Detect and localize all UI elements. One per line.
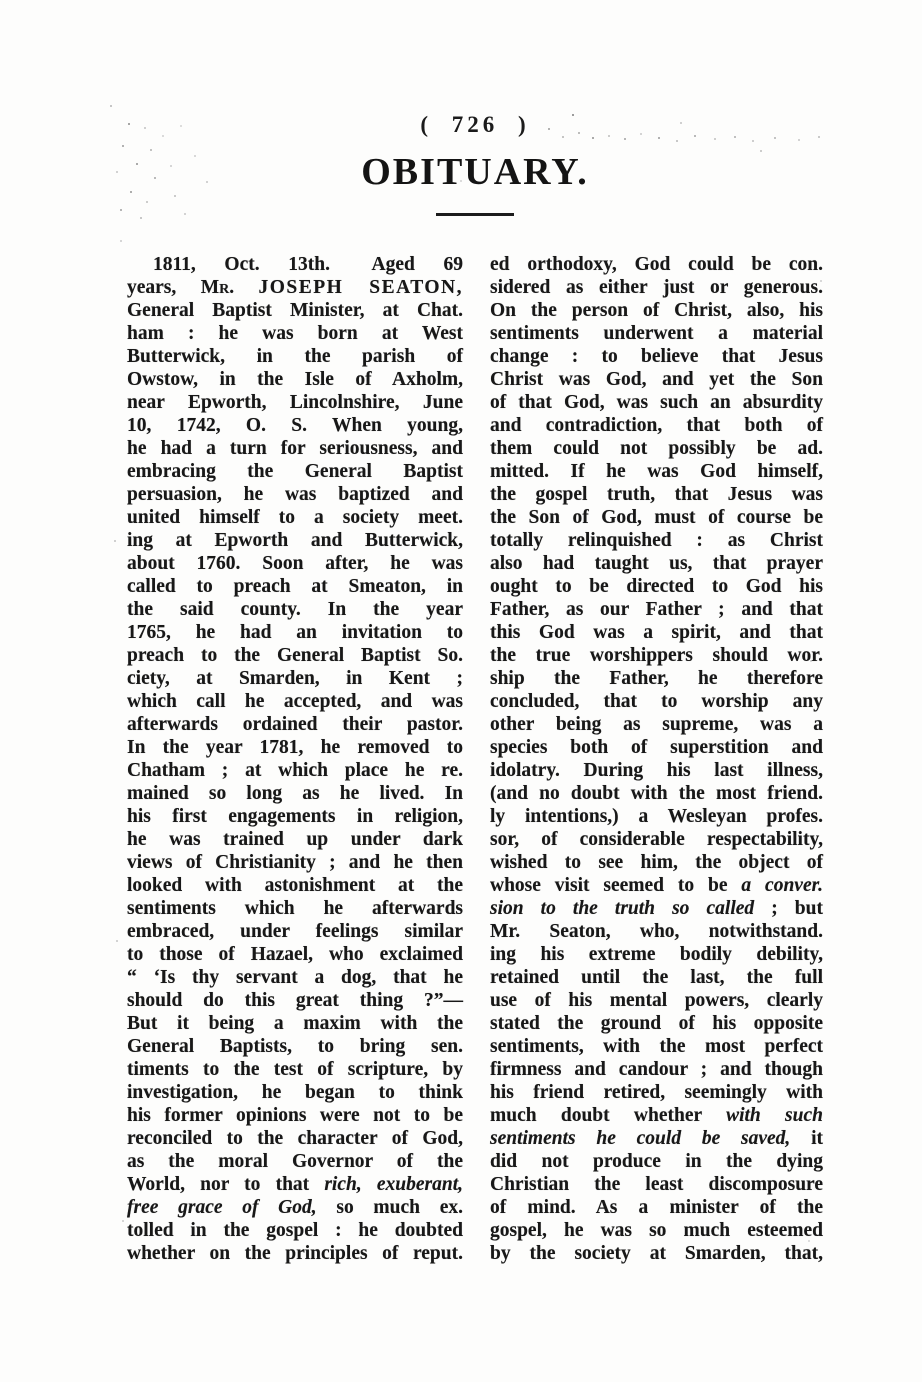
- text-segment: On the person of Christ, also, his: [490, 300, 823, 321]
- column-left: [127, 253, 463, 1265]
- article-body: [127, 253, 823, 1265]
- text-line: [490, 1127, 823, 1150]
- text-segment: idolatry. During his last illness,: [490, 760, 823, 781]
- text-segment: ship the Father, he therefore: [490, 668, 823, 689]
- text-segment: his friend retired, seemingly with: [490, 1082, 823, 1103]
- text-line: [490, 736, 823, 759]
- text-line: [127, 943, 463, 966]
- text-segment: Mr.: [200, 277, 235, 298]
- text-line: [490, 1242, 823, 1265]
- text-line: [127, 1196, 463, 1219]
- text-segment: investigation, he began to think: [127, 1082, 463, 1103]
- text-segment: General Baptist Minister, at Chat.: [127, 300, 463, 321]
- text-line: [127, 851, 463, 874]
- text-line: [127, 598, 463, 621]
- text-line: [490, 828, 823, 851]
- text-line: [127, 253, 463, 276]
- text-line: [490, 966, 823, 989]
- text-line: [490, 414, 823, 437]
- text-segment: 1765, he had an invitation to: [127, 622, 463, 643]
- text-segment: mained so long as he lived. In: [127, 783, 463, 804]
- text-segment: Christ was God, and yet the Son: [490, 369, 823, 390]
- text-line: [127, 1173, 463, 1196]
- text-line: [490, 345, 823, 368]
- text-segment: united himself to a society meet.: [127, 507, 463, 528]
- text-line: [127, 690, 463, 713]
- text-segment: by the society at Smarden, that,: [490, 1243, 823, 1264]
- text-line: [490, 552, 823, 575]
- italic-text: rich, exuberant,: [324, 1174, 463, 1195]
- text-line: [490, 1150, 823, 1173]
- text-segment: should do this great thing ?”—: [127, 990, 463, 1011]
- text-segment: embracing the General Baptist: [127, 461, 463, 482]
- text-segment: whether on the principles of reput.: [127, 1243, 463, 1264]
- text-segment: which call he accepted, and was: [127, 691, 463, 712]
- scan-noise-scatter: [120, 240, 122, 242]
- text-segment: sentiments, with the most perfect: [490, 1036, 823, 1057]
- text-segment: his first engagements in religion,: [127, 806, 463, 827]
- text-segment: views of Christianity ; and he then: [127, 852, 463, 873]
- text-segment: the gospel truth, that Jesus was: [490, 484, 823, 505]
- text-segment: ; but: [754, 898, 823, 919]
- text-line: [490, 368, 823, 391]
- text-line: [127, 966, 463, 989]
- page-title: OBITUARY.: [361, 151, 589, 193]
- text-line: [490, 805, 823, 828]
- text-line: [490, 322, 823, 345]
- text-line: [127, 1242, 463, 1265]
- text-segment: to those of Hazael, who exclaimed: [127, 944, 463, 965]
- text-line: [127, 713, 463, 736]
- text-line: [490, 483, 823, 506]
- italic-text: with such: [726, 1105, 823, 1126]
- text-segment: firmness and candour ; and though: [490, 1059, 823, 1080]
- text-segment: General Baptists, to bring sen.: [127, 1036, 463, 1057]
- text-line: [490, 759, 823, 782]
- text-line: [490, 989, 823, 1012]
- text-segment: Christian the least discomposure: [490, 1174, 823, 1195]
- text-segment: sentiments which he afterwards: [127, 898, 463, 919]
- italic-text: sion to the truth so called: [490, 898, 755, 919]
- text-line: [127, 1012, 463, 1035]
- text-line: [127, 368, 463, 391]
- text-segment: he had a turn for seriousness, and: [127, 438, 463, 459]
- text-line: [490, 391, 823, 414]
- text-line: [490, 1219, 823, 1242]
- text-segment: concluded, that to worship any: [490, 691, 823, 712]
- text-segment: he was trained up under dark: [127, 829, 463, 850]
- text-line: [490, 644, 823, 667]
- text-line: [490, 506, 823, 529]
- text-segment: looked with astonishment at the: [127, 875, 463, 896]
- text-segment: species both of superstition and: [490, 737, 823, 758]
- text-line: [127, 1150, 463, 1173]
- text-segment: use of his mental powers, clearly: [490, 990, 823, 1011]
- text-segment: mitted. If he was God himself,: [490, 461, 823, 482]
- text-segment: ought to be directed to God his: [490, 576, 823, 597]
- text-line: [127, 667, 463, 690]
- text-segment: gospel, he was so much esteemed: [490, 1220, 823, 1241]
- text-segment: so much ex.: [316, 1197, 463, 1218]
- text-segment: sentiments underwent a material: [490, 323, 823, 344]
- text-segment: totally relinquished : as Christ: [490, 530, 823, 551]
- text-line: [127, 414, 463, 437]
- text-segment: much doubt whether: [490, 1105, 727, 1126]
- text-segment: ham : he was born at West: [127, 323, 463, 344]
- text-segment: But it being a maxim with the: [127, 1013, 463, 1034]
- text-segment: “ ‘Is thy servant a dog, that he: [127, 967, 463, 988]
- text-line: [490, 299, 823, 322]
- text-line: [127, 483, 463, 506]
- text-line: [490, 851, 823, 874]
- column-right: [490, 253, 823, 1265]
- text-line: [490, 782, 823, 805]
- text-segment: Aged 69: [343, 254, 463, 275]
- text-line: [127, 1035, 463, 1058]
- text-segment: the true worshippers should wor.: [490, 645, 823, 666]
- italic-text: a conver.: [741, 875, 823, 896]
- text-line: [490, 667, 823, 690]
- text-line: [490, 253, 823, 276]
- text-line: [127, 920, 463, 943]
- text-segment: timents to the test of scripture, by: [127, 1059, 463, 1080]
- text-line: [490, 621, 823, 644]
- italic-text: sentiments he could be saved,: [490, 1128, 791, 1149]
- text-line: [127, 989, 463, 1012]
- text-line: [127, 506, 463, 529]
- text-segment: afterwards ordained their pastor.: [127, 714, 463, 735]
- text-line: [490, 897, 823, 920]
- text-line: [127, 759, 463, 782]
- text-segment: Father, as our Father ; and that: [490, 599, 823, 620]
- text-segment: reconciled to the character of God,: [127, 1128, 463, 1149]
- text-segment: ciety, at Smarden, in Kent ;: [127, 668, 463, 689]
- text-segment: this God was a spirit, and that: [490, 622, 823, 643]
- text-segment: of mind. As a minister of the: [490, 1197, 823, 1218]
- text-segment: Butterwick, in the parish of: [127, 346, 463, 367]
- text-segment: (and no doubt with the most friend.: [490, 783, 823, 804]
- text-segment: them could not possibly be ad.: [490, 438, 823, 459]
- text-line: [490, 943, 823, 966]
- text-segment: 1811, Oct. 13th.: [153, 254, 330, 275]
- text-segment: called to preach at Smeaton, in: [127, 576, 463, 597]
- text-segment: ing at Epworth and Butterwick,: [127, 530, 463, 551]
- text-line: [127, 897, 463, 920]
- text-line: [127, 874, 463, 897]
- text-line: [127, 805, 463, 828]
- text-line: [127, 1058, 463, 1081]
- text-line: [127, 322, 463, 345]
- text-segment: ed orthodoxy, God could be con.: [490, 254, 823, 275]
- text-segment: [234, 277, 258, 298]
- text-line: [127, 644, 463, 667]
- text-line: [490, 1035, 823, 1058]
- text-line: [490, 575, 823, 598]
- text-segment: change : to believe that Jesus: [490, 346, 823, 367]
- text-segment: ly intentions,) a Wesleyan profes.: [490, 806, 823, 827]
- text-segment: sidered as either just or generous.: [490, 277, 823, 298]
- text-segment: Chatham ; at which place he re.: [127, 760, 463, 781]
- text-segment: World, nor to that: [127, 1174, 325, 1195]
- text-segment: Mr. Seaton, who, notwithstand.: [490, 921, 823, 942]
- text-line: [127, 1081, 463, 1104]
- text-line: [490, 874, 823, 897]
- text-segment: as the moral Governor of the: [127, 1151, 463, 1172]
- scan-noise-topleft: [110, 105, 112, 107]
- text-segment: retained until the last, the full: [490, 967, 823, 988]
- text-line: [127, 1127, 463, 1150]
- text-line: [490, 598, 823, 621]
- text-line: [127, 529, 463, 552]
- text-line: [127, 552, 463, 575]
- text-line: [490, 920, 823, 943]
- text-segment: and contradiction, that both of: [490, 415, 823, 436]
- text-line: [127, 437, 463, 460]
- text-segment: JOSEPH SEATON,: [258, 277, 463, 298]
- text-line: [490, 1058, 823, 1081]
- text-line: [490, 529, 823, 552]
- text-line: [490, 1196, 823, 1219]
- text-segment: wished to see him, the object of: [490, 852, 823, 873]
- italic-text: free grace of God,: [127, 1197, 317, 1218]
- title-divider-rule: [436, 213, 514, 216]
- text-line: [490, 1012, 823, 1035]
- text-segment: embraced, under feelings similar: [127, 921, 463, 942]
- text-segment: other being as supreme, was a: [490, 714, 823, 735]
- text-segment: 10, 1742, O. S. When young,: [127, 415, 463, 436]
- text-segment: of that God, was such an absurdity: [490, 392, 823, 413]
- text-line: [127, 1219, 463, 1242]
- page-header: [127, 112, 823, 216]
- text-line: [127, 736, 463, 759]
- text-line: [127, 299, 463, 322]
- text-line: [127, 828, 463, 851]
- text-segment: persuasion, he was baptized and: [127, 484, 463, 505]
- text-segment: his former opinions were not to be: [127, 1105, 463, 1126]
- text-segment: In the year 1781, he removed to: [127, 737, 463, 758]
- text-segment: preach to the General Baptist So.: [127, 645, 463, 666]
- text-segment: it: [790, 1128, 823, 1149]
- text-segment: about 1760. Soon after, he was: [127, 553, 463, 574]
- text-segment: whose visit seemed to be: [490, 875, 742, 896]
- text-line: [127, 621, 463, 644]
- text-line: [490, 690, 823, 713]
- page-number: ( 726 ): [420, 112, 530, 137]
- text-segment: years,: [127, 277, 201, 298]
- text-segment: tolled in the gospel : he doubted: [127, 1220, 463, 1241]
- text-segment: stated the ground of his opposite: [490, 1013, 823, 1034]
- text-segment: ing his extreme bodily debility,: [490, 944, 823, 965]
- text-line: [127, 575, 463, 598]
- text-line: [490, 437, 823, 460]
- text-line: [127, 276, 463, 299]
- text-segment: the Son of God, must of course be: [490, 507, 823, 528]
- text-line: [127, 391, 463, 414]
- text-segment: did not produce in the dying: [490, 1151, 823, 1172]
- text-line: [490, 460, 823, 483]
- text-segment: sor, of considerable respectability,: [490, 829, 823, 850]
- text-line: [490, 1104, 823, 1127]
- text-segment: Owstow, in the Isle of Axholm,: [127, 369, 463, 390]
- text-line: [490, 1081, 823, 1104]
- text-segment: near Epworth, Lincolnshire, June: [127, 392, 463, 413]
- text-line: [127, 782, 463, 805]
- text-line: [127, 345, 463, 368]
- text-line: [490, 713, 823, 736]
- text-line: [490, 1173, 823, 1196]
- text-segment: the said county. In the year: [127, 599, 463, 620]
- text-segment: also had taught us, that prayer: [490, 553, 823, 574]
- text-line: [127, 460, 463, 483]
- text-line: [490, 276, 823, 299]
- text-line: [127, 1104, 463, 1127]
